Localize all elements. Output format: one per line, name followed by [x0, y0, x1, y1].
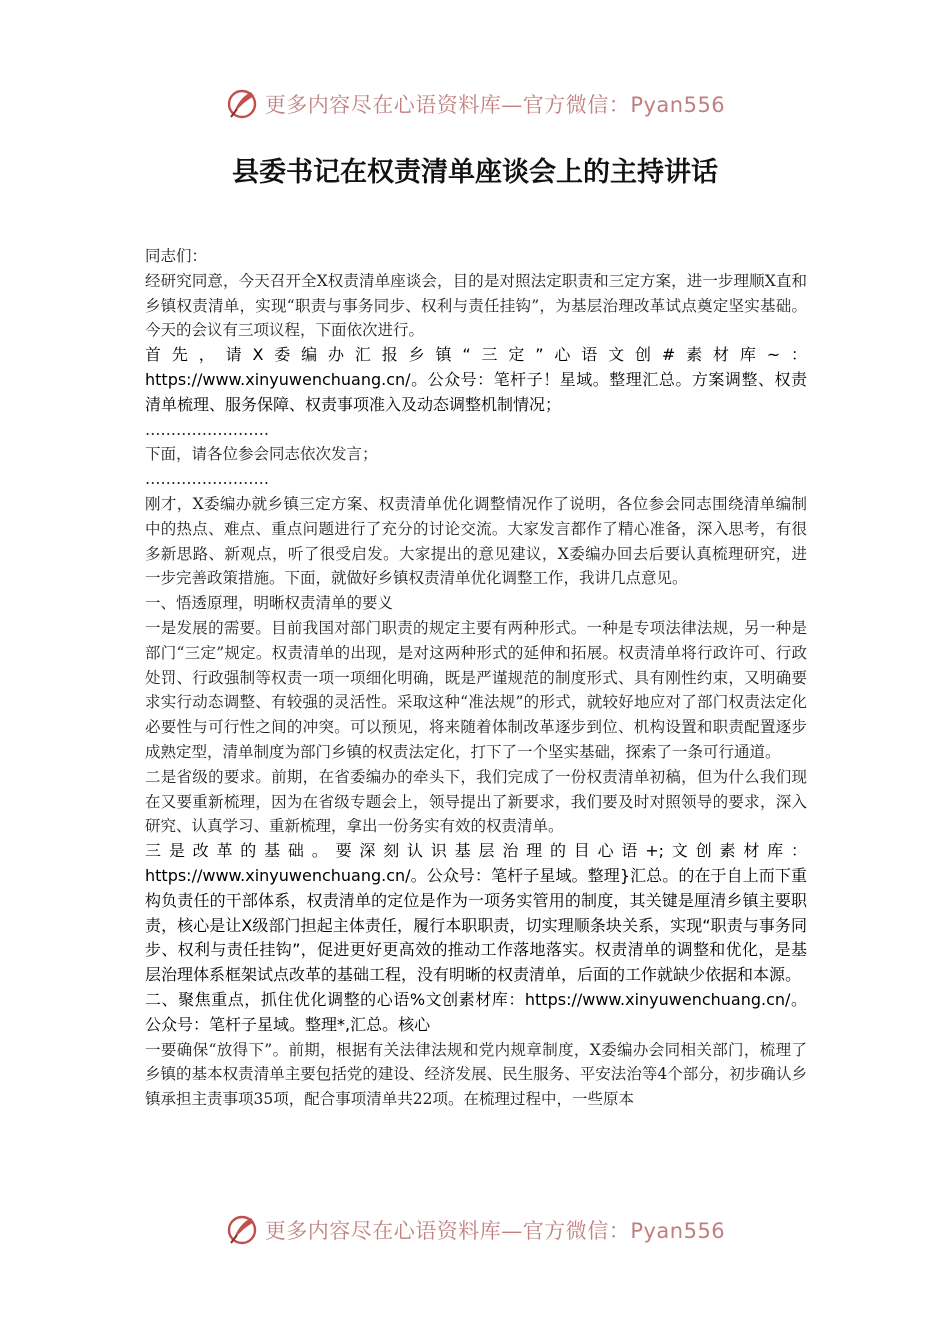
ellipsis-line: ……………………	[145, 420, 269, 439]
ellipsis-line: ……………………	[145, 470, 269, 489]
body-paragraph: 首先，请X委编办汇报乡镇“三定”心语文创#素材库~：https://www.xinyuwenchuang.cn/。公众号：笔杆子！星域。整理汇总。方案调整、权责清单梳理、服务保障、权责事项准入及动态调整机制情况；	[145, 345, 807, 414]
footer-banner	[0, 1208, 950, 1252]
body-paragraph: 刚才，X委编办就乡镇三定方案、权责清单优化调整情况作了说明，各位参会同志围绕清单编制中的热点、难点、重点问题进行了充分的讨论交流。大家发言都作了精心准备，深入思考，有很多新思路、新观点，听了很受启发。大家提出的意见建议，X委编办回去后要认真梳理研究，进一步完善政策措施。下面，就做好乡镇权责清单优化调整工作，我讲几点意见。	[145, 494, 807, 588]
body-paragraph: 经研究同意，今天召开全X权责清单座谈会，目的是对照法定职责和三定方案，进一步理顺X直和乡镇权责清单，实现“职责与事务同步、权利与责任挂钩”，为基层治理改革试点奠定坚实基础。今天的会议有三项议程，下面依次进行。	[145, 271, 807, 340]
wechat-account: Pyan556	[630, 93, 726, 117]
document-title: 县委书记在权责清单座谈会上的主持讲话	[232, 157, 718, 188]
document-body	[145, 244, 807, 1112]
banner-text: 更多内容尽在心语资料库—官方微信：Pyan556	[264, 93, 726, 117]
body-paragraph: 下面，请各位参会同志依次发言；	[145, 445, 378, 464]
quill-pen-icon	[225, 1213, 259, 1247]
header-banner	[0, 82, 950, 126]
salutation: 同志们：	[145, 247, 208, 265]
section-heading: 二、聚焦重点，抓住优化调整的心语%文创素材库：https://www.xinyuwenchuang.cn/。公众号：笔杆子星域。整理*,汇总。核心	[145, 989, 807, 1034]
body-paragraph: 三是改革的基础。要深刻认识基层治理的目心语+;文创素材库：https://www.xinyuwenchuang.cn/。公众号：笔杆子星域。整理}汇总。的在于自上而下重构负责任的干部体系，权责清单的定位是作为一项务实管用的制度，其关键是厘清乡镇主要职责，核心是让X级部门担起主体责任，履行本职职责，切实理顺条块关系，实现“职责与事务同步、权利与责任挂钩”，促进更好更高效的推动工作落地落实。权责清单的调整和优化，是基层治理体系框架试点改革的基础工程，没有明晰的权责清单，后面的工作就缺少依据和本源。	[145, 841, 807, 985]
section-heading: 一、悟透原理，明晰权责清单的要义	[145, 594, 394, 613]
banner-text: 更多内容尽在心语资料库—官方微信：Pyan556	[264, 1219, 726, 1243]
body-paragraph: 一是发展的需要。目前我国对部门职责的规定主要有两种形式。一种是专项法律法规，另一种是部门“三定”规定。权责清单的出现，是对这两种形式的延伸和拓展。权责清单将行政许可、行政处罚、行政强制等权责一项一项细化明确，既是严谨规范的制度形式、具有刚性约束，又明确要求实行动态调整、有较强的灵活性。采取这种“准法规”的形式，就较好地应对了部门权责法定化必要性与可行性之间的冲突。可以预见，将来随着体制改革逐步到位、机构设置和职责配置逐步成熟定型，清单制度为部门乡镇的权责法定化，打下了一个坚实基础，探索了一条可行通道。	[145, 618, 807, 761]
quill-pen-icon	[225, 87, 259, 121]
wechat-account: Pyan556	[630, 1219, 726, 1243]
body-paragraph: 二是省级的要求。前期，在省委编办的牵头下，我们完成了一份权责清单初稿，但为什么我们现在又要重新梳理，因为在省级专题会上，领导提出了新要求，我们要及时对照领导的要求，深入研究、认真学习、重新梳理，拿出一份务实有效的权责清单。	[145, 767, 807, 836]
body-paragraph: 一要确保“放得下”。前期，根据有关法律法规和党内规章制度，X委编办会同相关部门，梳理了乡镇的基本权责清单主要包括党的建设、经济发展、民生服务、平安法治等4个部分，初步确认乡镇承担主责事项35项，配合事项清单共22项。在梳理过程中，一些原本	[145, 1040, 807, 1109]
